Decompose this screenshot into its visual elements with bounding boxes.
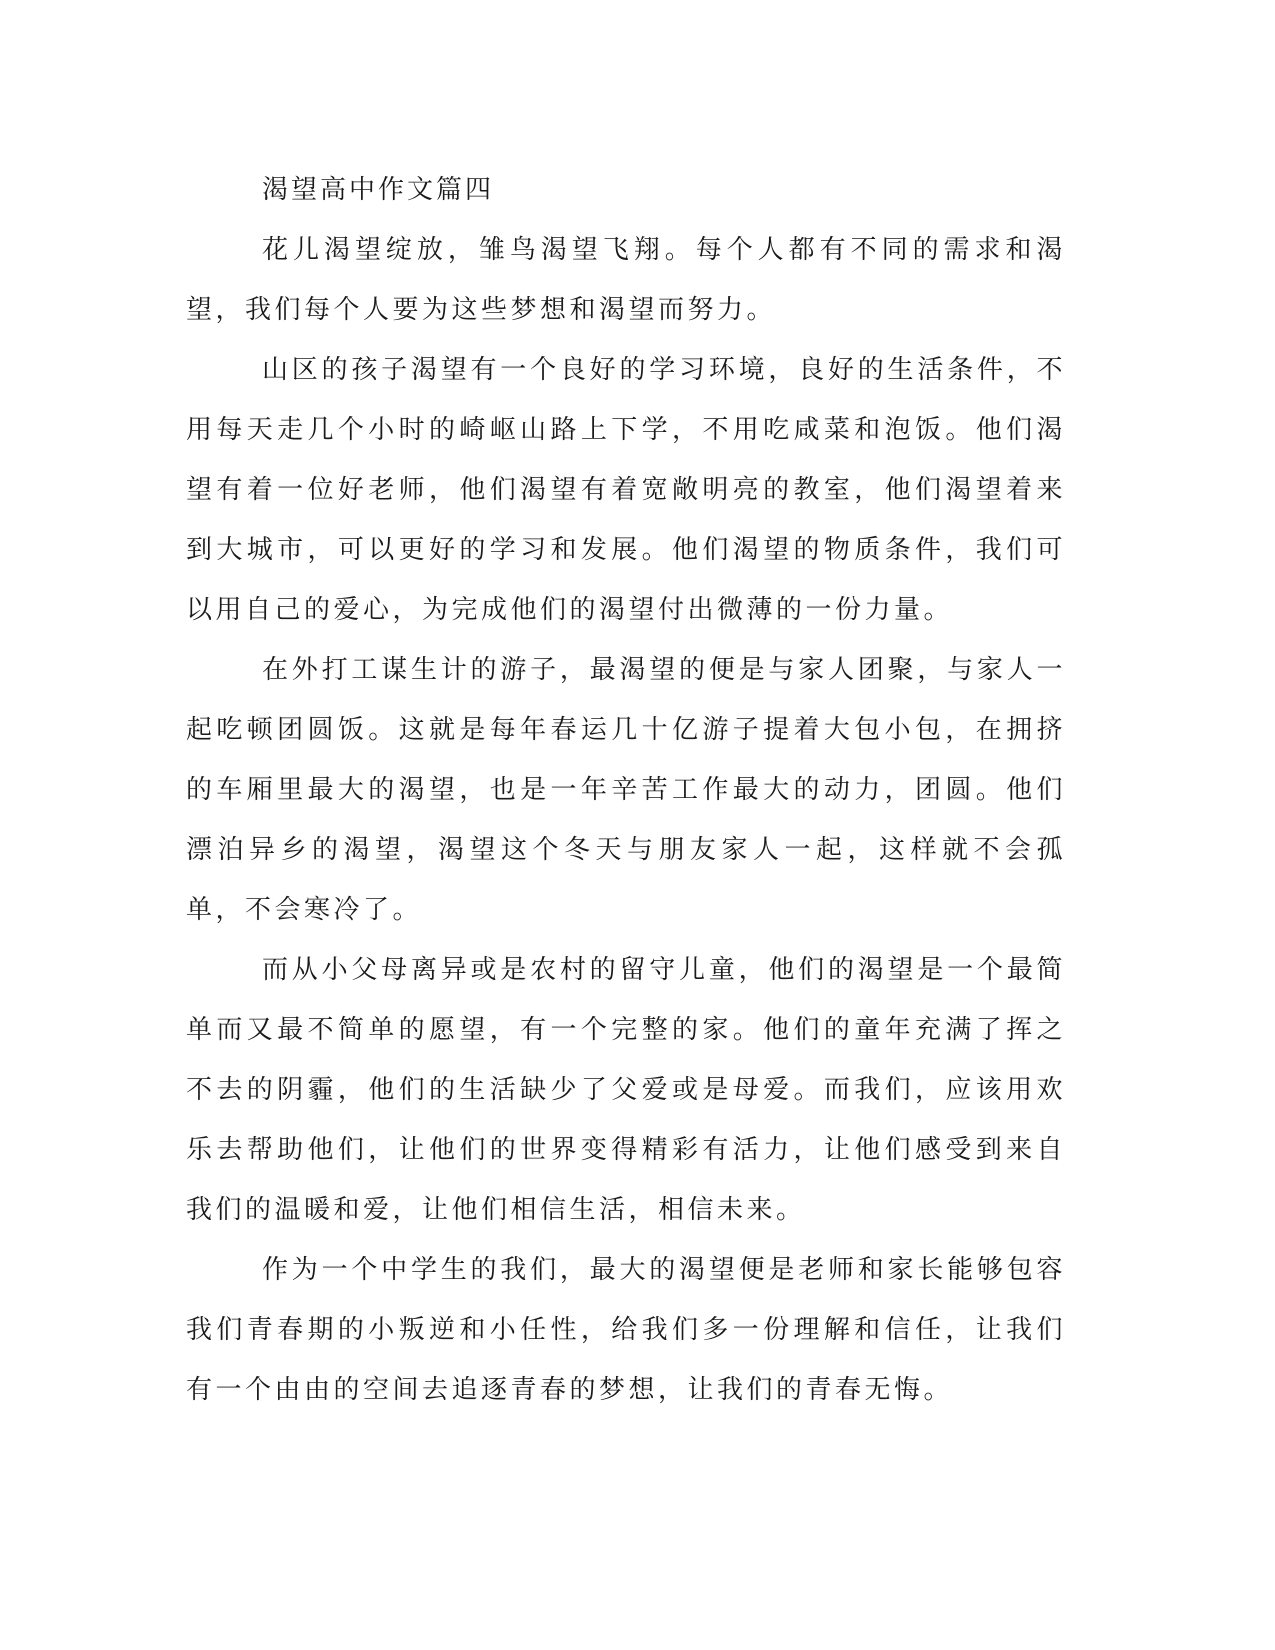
paragraph-4: 而从小父母离异或是农村的留守儿童，他们的渴望是一个最简单而又最不简单的愿望，有一个完整的家。他们的童年充满了挥之不去的阴霾，他们的生活缺少了父爱或是母爱。而我们，应该用欢乐去帮助他们，让他们的世界变得精彩有活力，让他们感受到来自我们的温暖和爱，让他们相信生活，相信未来。: [186, 955, 1066, 1225]
paragraph-1: 花儿渴望绽放，雏鸟渴望飞翔。每个人都有不同的需求和渴望，我们每个人要为这些梦想和渴望而努力。: [186, 235, 1066, 325]
paragraph-5: 作为一个中学生的我们，最大的渴望便是老师和家长能够包容我们青春期的小叛逆和小任性，给我们多一份理解和信任，让我们有一个由由的空间去追逐青春的梦想，让我们的青春无悔。: [186, 1255, 1066, 1405]
paragraph-2: 山区的孩子渴望有一个良好的学习环境，良好的生活条件，不用每天走几个小时的崎岖山路上下学，不用吃咸菜和泡饭。他们渴望有着一位好老师，他们渴望有着宽敞明亮的教室，他们渴望着来到大城市，可以更好的学习和发展。他们渴望的物质条件，我们可以用自己的爱心，为完成他们的渴望付出微薄的一份力量。: [186, 355, 1066, 625]
document-title: 渴望高中作文篇四: [262, 175, 495, 205]
document-body: [186, 160, 1066, 1420]
paragraph-3: 在外打工谋生计的游子，最渴望的便是与家人团聚，与家人一起吃顿团圆饭。这就是每年春运几十亿游子提着大包小包，在拥挤的车厢里最大的渴望，也是一年辛苦工作最大的动力，团圆。他们漂泊异乡的渴望，渴望这个冬天与朋友家人一起，这样就不会孤单，不会寒冷了。: [186, 655, 1066, 925]
